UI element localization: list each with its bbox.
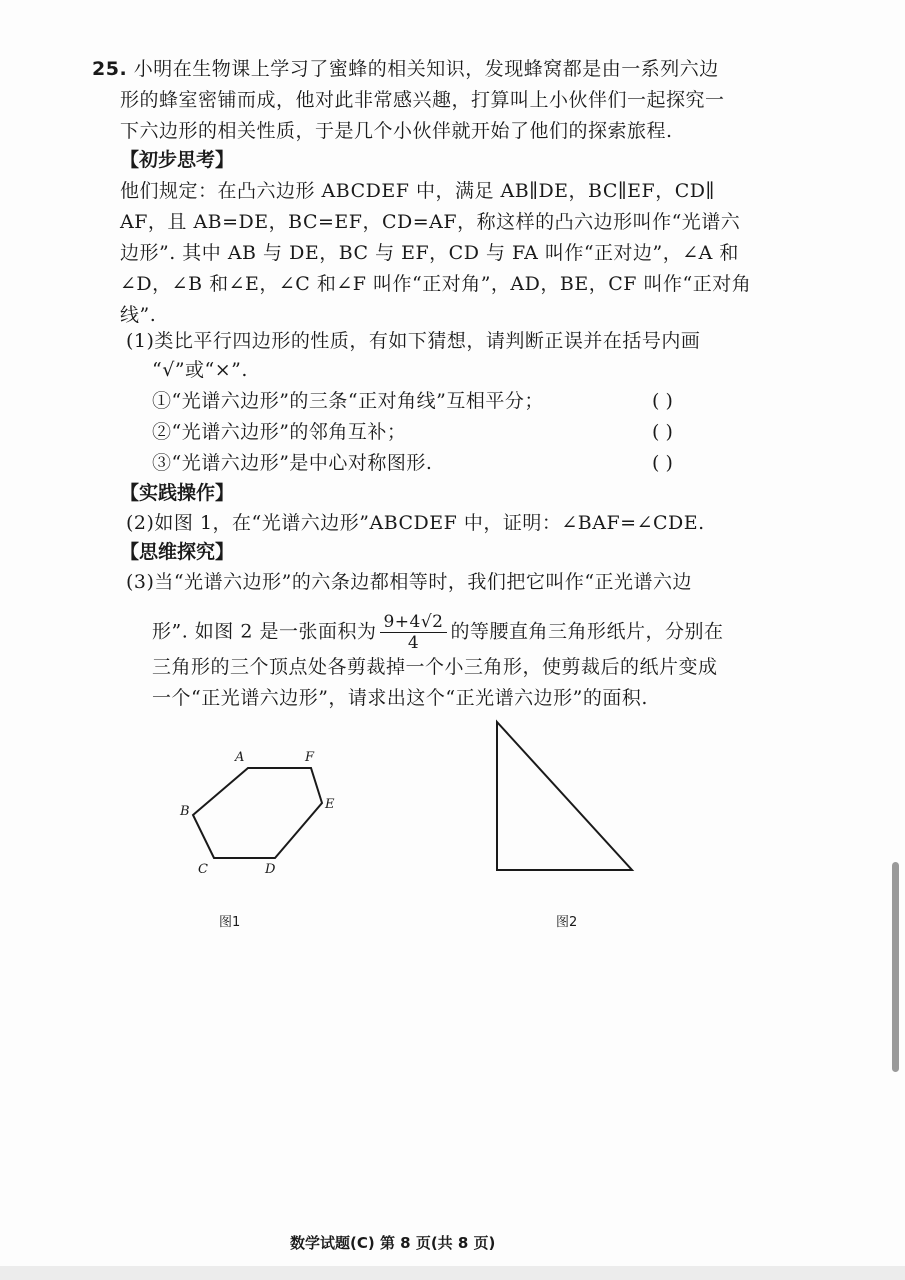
intro-text-3: 下六边形的相关性质，于是几个小伙伴就开始了他们的探索旅程. (120, 120, 673, 142)
vertical-scrollbar[interactable] (892, 862, 899, 1072)
judgment-3-text: ③“光谱六边形”是中心对称图形. (152, 452, 433, 474)
judgment-3-answer-blank[interactable]: ( ) (652, 452, 673, 474)
part2-text: (2)如图 1，在“光谱六边形”ABCDEF 中，证明：∠BAF=∠CDE. (126, 512, 705, 534)
definition-line-3: 边形”. 其中 AB 与 DE，BC 与 EF，CD 与 FA 叫作“正对边”，∠A 和 (120, 242, 739, 264)
vertex-label-B: B (180, 804, 190, 819)
part3-line-2-after: 的等腰直角三角形纸片，分别在 (450, 620, 724, 643)
definition-line-5: 线”. (120, 304, 157, 326)
figure-2-caption: 图2 (556, 915, 578, 930)
page-footer: 数学试题(C) 第 8 页(共 8 页) (290, 1234, 496, 1252)
section-title-initial-thinking: 【初步思考】 (120, 149, 235, 171)
part1-line-1: (1)类比平行四边形的性质，有如下猜想，请判断正误并在括号内画 (126, 330, 701, 352)
fraction-numerator: 9+4√2 (380, 612, 446, 633)
part3-line-3: 三角形的三个顶点处各剪裁掉一个小三角形，使剪裁后的纸片变成 (152, 656, 718, 678)
definition-line-4: ∠D，∠B 和∠E，∠C 和∠F 叫作“正对角”，AD，BE，CF 叫作“正对角 (120, 273, 752, 295)
bottom-edge (0, 1266, 905, 1280)
vertex-label-F: F (305, 750, 315, 765)
intro-text-1: 小明在生物课上学习了蜜蜂的相关知识，发现蜂窝都是由一系列六边 (133, 58, 719, 80)
hexagon-shape (193, 768, 322, 858)
section-title-thinking-exploration: 【思维探究】 (120, 541, 235, 563)
part3-line-2-before: 形”. 如图 2 是一张面积为 (152, 620, 377, 643)
fraction-denominator: 4 (407, 633, 420, 653)
question-number: 25. (92, 58, 128, 80)
vertex-label-E: E (325, 797, 335, 812)
intro-text-2: 形的蜂室密铺而成，他对此非常感兴趣，打算叫上小伙伴们一起探究一 (120, 89, 725, 111)
area-fraction (380, 612, 446, 653)
judgment-1-text: ①“光谱六边形”的三条“正对角线”互相平分； (152, 390, 544, 412)
part3-line-4: 一个“正光谱六边形”，请求出这个“正光谱六边形”的面积. (152, 687, 648, 709)
part3-line-2 (152, 612, 724, 653)
part3-line-1: (3)当“光谱六边形”的六条边都相等时，我们把它叫作“正光谱六边 (126, 571, 693, 593)
part1-line-2: “√”或“×”. (152, 359, 248, 381)
vertex-label-C: C (198, 862, 208, 877)
figure-1-caption: 图1 (219, 915, 241, 930)
triangle-shape (497, 722, 632, 870)
section-title-practice: 【实践操作】 (120, 482, 235, 504)
judgment-1-answer-blank[interactable]: ( ) (652, 390, 673, 412)
judgment-2-answer-blank[interactable]: ( ) (652, 421, 673, 443)
definition-line-2: AF，且 AB=DE，BC=EF，CD=AF，称这样的凸六边形叫作“光谱六 (120, 211, 741, 233)
vertex-label-A: A (235, 750, 245, 765)
question-line-1 (92, 57, 719, 81)
judgment-2-text: ②“光谱六边形”的邻角互补； (152, 421, 407, 443)
vertex-label-D: D (265, 862, 276, 877)
definition-line-1: 他们规定：在凸六边形 ABCDEF 中，满足 AB∥DE，BC∥EF，CD∥ (120, 180, 715, 202)
